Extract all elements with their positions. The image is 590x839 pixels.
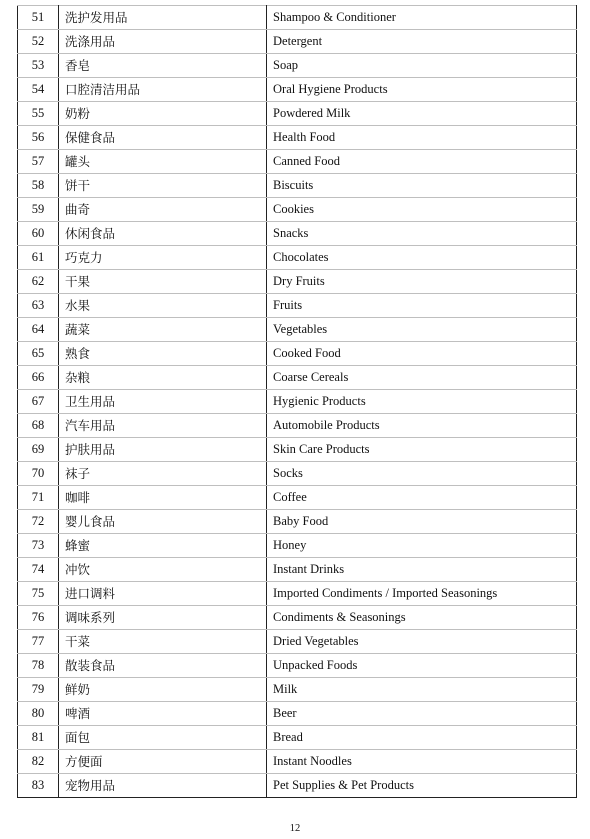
row-number-cell: 81 [18,726,59,750]
table-row [18,438,577,462]
english-term-cell: Condiments & Seasonings [267,606,577,630]
table-row [18,750,577,774]
table-row [18,78,577,102]
english-term-cell: Powdered Milk [267,102,577,126]
table-row [18,222,577,246]
chinese-term-cell: 曲奇 [59,198,267,222]
chinese-term-cell: 蔬菜 [59,318,267,342]
row-number-cell: 52 [18,30,59,54]
english-term-cell: Coffee [267,486,577,510]
chinese-term-cell: 宠物用品 [59,774,267,798]
table-row [18,174,577,198]
row-number-cell: 64 [18,318,59,342]
chinese-term-cell: 杂粮 [59,366,267,390]
chinese-term-cell: 进口调料 [59,582,267,606]
english-term-cell: Hygienic Products [267,390,577,414]
english-term-cell: Health Food [267,126,577,150]
chinese-term-cell: 面包 [59,726,267,750]
table-row [18,726,577,750]
table-row [18,246,577,270]
row-number-cell: 55 [18,102,59,126]
chinese-term-cell: 休闲食品 [59,222,267,246]
row-number-cell: 59 [18,198,59,222]
chinese-term-cell: 冲饮 [59,558,267,582]
english-term-cell: Coarse Cereals [267,366,577,390]
chinese-term-cell: 啤酒 [59,702,267,726]
chinese-term-cell: 巧克力 [59,246,267,270]
row-number-cell: 80 [18,702,59,726]
english-term-cell: Bread [267,726,577,750]
chinese-term-cell: 袜子 [59,462,267,486]
table-row [18,630,577,654]
chinese-term-cell: 卫生用品 [59,390,267,414]
row-number-cell: 76 [18,606,59,630]
table-row [18,6,577,30]
chinese-term-cell: 熟食 [59,342,267,366]
row-number-cell: 51 [18,6,59,30]
chinese-term-cell: 奶粉 [59,102,267,126]
english-term-cell: Oral Hygiene Products [267,78,577,102]
english-term-cell: Dry Fruits [267,270,577,294]
english-term-cell: Instant Noodles [267,750,577,774]
english-term-cell: Skin Care Products [267,438,577,462]
table-row [18,462,577,486]
product-category-table [17,5,577,798]
chinese-term-cell: 汽车用品 [59,414,267,438]
english-term-cell: Milk [267,678,577,702]
table-body [18,6,577,798]
row-number-cell: 79 [18,678,59,702]
table-row [18,558,577,582]
page-number: 12 [289,823,301,834]
english-term-cell: Fruits [267,294,577,318]
chinese-term-cell: 干果 [59,270,267,294]
table-row [18,294,577,318]
chinese-term-cell: 婴儿食品 [59,510,267,534]
english-term-cell: Biscuits [267,174,577,198]
row-number-cell: 63 [18,294,59,318]
row-number-cell: 68 [18,414,59,438]
row-number-cell: 53 [18,54,59,78]
row-number-cell: 61 [18,246,59,270]
chinese-term-cell: 洗涤用品 [59,30,267,54]
chinese-term-cell: 保健食品 [59,126,267,150]
chinese-term-cell: 口腔清洁用品 [59,78,267,102]
row-number-cell: 66 [18,366,59,390]
english-term-cell: Honey [267,534,577,558]
english-term-cell: Imported Condiments / Imported Seasonings [267,582,577,606]
row-number-cell: 58 [18,174,59,198]
chinese-term-cell: 方便面 [59,750,267,774]
table-row [18,30,577,54]
english-term-cell: Snacks [267,222,577,246]
table-row [18,486,577,510]
row-number-cell: 57 [18,150,59,174]
table-row [18,102,577,126]
english-term-cell: Pet Supplies & Pet Products [267,774,577,798]
row-number-cell: 77 [18,630,59,654]
table-row [18,318,577,342]
english-term-cell: Automobile Products [267,414,577,438]
row-number-cell: 70 [18,462,59,486]
english-term-cell: Canned Food [267,150,577,174]
table-row [18,606,577,630]
english-term-cell: Detergent [267,30,577,54]
table-row [18,342,577,366]
table-row [18,774,577,798]
chinese-term-cell: 蜂蜜 [59,534,267,558]
table-row [18,366,577,390]
english-term-cell: Unpacked Foods [267,654,577,678]
row-number-cell: 75 [18,582,59,606]
row-number-cell: 54 [18,78,59,102]
table-row [18,534,577,558]
english-term-cell: Cookies [267,198,577,222]
table-row [18,54,577,78]
english-term-cell: Vegetables [267,318,577,342]
row-number-cell: 71 [18,486,59,510]
table-row [18,414,577,438]
row-number-cell: 73 [18,534,59,558]
chinese-term-cell: 护肤用品 [59,438,267,462]
row-number-cell: 72 [18,510,59,534]
table-row [18,270,577,294]
english-term-cell: Instant Drinks [267,558,577,582]
chinese-term-cell: 调味系列 [59,606,267,630]
table-row [18,678,577,702]
chinese-term-cell: 水果 [59,294,267,318]
chinese-term-cell: 罐头 [59,150,267,174]
table-row [18,126,577,150]
english-term-cell: Socks [267,462,577,486]
english-term-cell: Soap [267,54,577,78]
row-number-cell: 74 [18,558,59,582]
row-number-cell: 67 [18,390,59,414]
english-term-cell: Chocolates [267,246,577,270]
table-row [18,582,577,606]
table-row [18,654,577,678]
chinese-term-cell: 干菜 [59,630,267,654]
row-number-cell: 60 [18,222,59,246]
table-row [18,390,577,414]
table-row [18,150,577,174]
table-row [18,510,577,534]
row-number-cell: 78 [18,654,59,678]
english-term-cell: Cooked Food [267,342,577,366]
row-number-cell: 56 [18,126,59,150]
row-number-cell: 82 [18,750,59,774]
chinese-term-cell: 咖啡 [59,486,267,510]
chinese-term-cell: 鲜奶 [59,678,267,702]
row-number-cell: 65 [18,342,59,366]
english-term-cell: Shampoo & Conditioner [267,6,577,30]
english-term-cell: Beer [267,702,577,726]
english-term-cell: Baby Food [267,510,577,534]
chinese-term-cell: 饼干 [59,174,267,198]
row-number-cell: 62 [18,270,59,294]
row-number-cell: 69 [18,438,59,462]
chinese-term-cell: 香皂 [59,54,267,78]
chinese-term-cell: 洗护发用品 [59,6,267,30]
chinese-term-cell: 散装食品 [59,654,267,678]
table-row [18,702,577,726]
row-number-cell: 83 [18,774,59,798]
table-row [18,198,577,222]
english-term-cell: Dried Vegetables [267,630,577,654]
